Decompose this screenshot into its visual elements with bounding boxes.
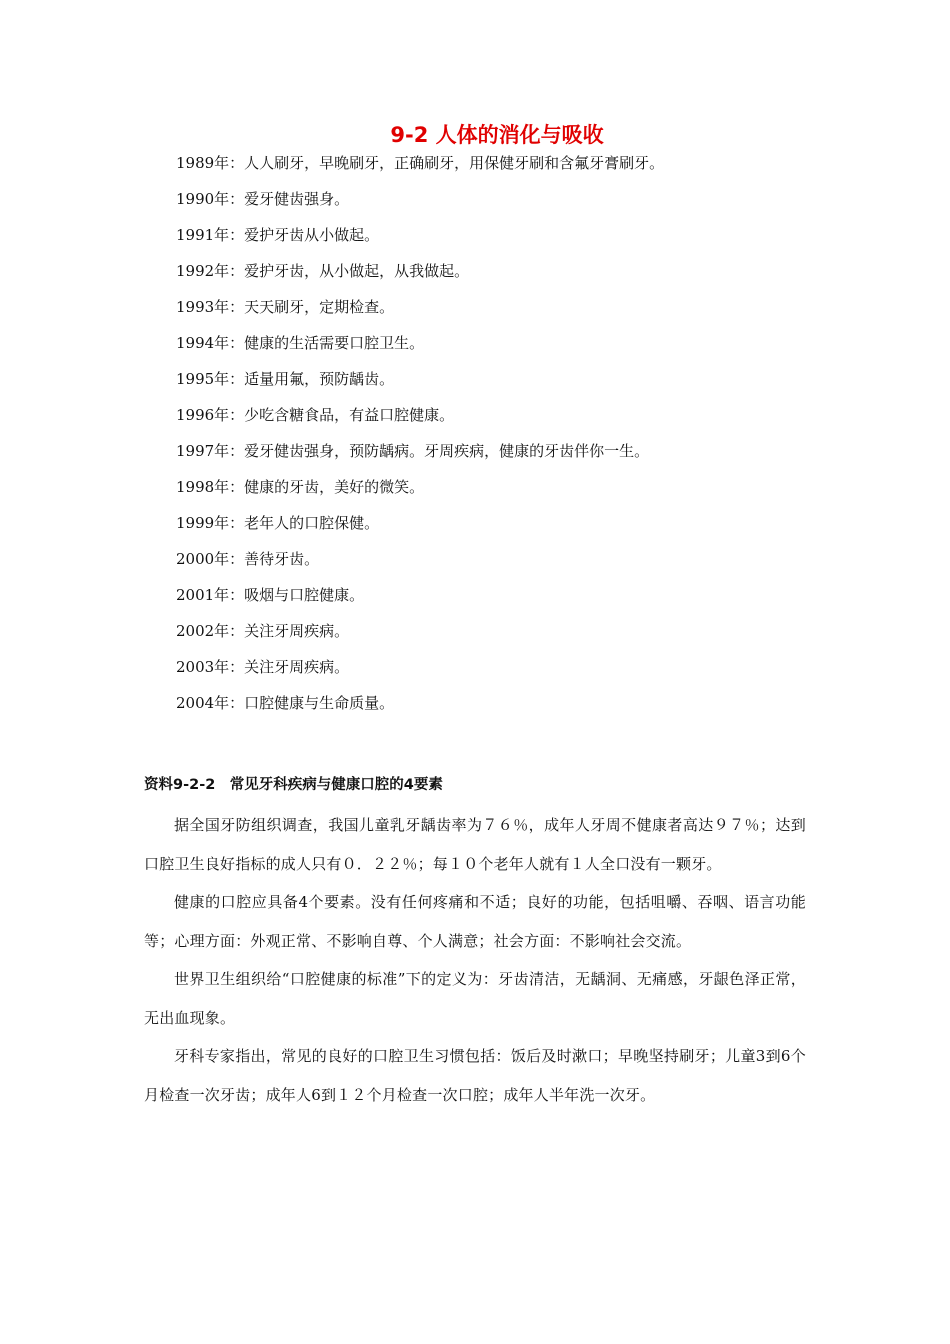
year-entry-1998: 1998年：健康的牙齿，美好的微笑。 — [176, 478, 425, 496]
page-title: 9-2 人体的消化与吸收 — [390, 123, 604, 147]
paragraph-four-elements: 健康的口腔应具备4个要素。没有任何疼痛和不适；良好的功能，包括咀嚼、吞咽、语言功能等；心理方面：外观正常、不影响自尊、个人满意；社会方面：不影响社会交流。 — [144, 893, 806, 950]
year-entry-2002: 2002年：关注牙周疾病。 — [176, 622, 350, 640]
year-entry-1994: 1994年：健康的生活需要口腔卫生。 — [176, 334, 425, 352]
year-entry-2004: 2004年：口腔健康与生命质量。 — [176, 694, 395, 712]
section-heading: 资料9-2-2 常见牙科疾病与健康口腔的4要素 — [144, 777, 443, 793]
year-entry-1997: 1997年：爱牙健齿强身，预防龋病。牙周疾病，健康的牙齿伴你一生。 — [176, 442, 650, 460]
year-entry-2001: 2001年：吸烟与口腔健康。 — [176, 586, 365, 604]
year-entry-1999: 1999年：老年人的口腔保健。 — [176, 514, 380, 532]
year-entry-1989: 1989年：人人刷牙，早晚刷牙，正确刷牙，用保健牙刷和含氟牙膏刷牙。 — [176, 154, 665, 172]
paragraph-hygiene-habits: 牙科专家指出，常见的良好的口腔卫生习惯包括：饭后及时漱口；早晚坚持刷牙；儿童3到6个月检查一次牙齿；成年人6到１２个月检查一次口腔；成年人半年洗一次牙。 — [144, 1047, 806, 1104]
year-entry-1992: 1992年：爱护牙齿，从小做起，从我做起。 — [176, 262, 470, 280]
year-entry-1993: 1993年：天天刷牙，定期检查。 — [176, 298, 395, 316]
paragraph-who-standard: 世界卫生组织给“口腔健康的标准”下的定义为：牙齿清洁，无龋洞、无痛感，牙龈色泽正常，无出血现象。 — [144, 970, 806, 1027]
year-entry-1995: 1995年：适量用氟，预防龋齿。 — [176, 370, 395, 388]
year-entry-2000: 2000年：善待牙齿。 — [176, 550, 320, 568]
year-entry-1996: 1996年：少吃含糖食品，有益口腔健康。 — [176, 406, 455, 424]
year-theme-list — [176, 148, 876, 724]
year-entry-1990: 1990年：爱牙健齿强身。 — [176, 190, 350, 208]
year-entry-2003: 2003年：关注牙周疾病。 — [176, 658, 350, 676]
year-entry-1991: 1991年：爱护牙齿从小做起。 — [176, 226, 380, 244]
section-body — [144, 806, 806, 1114]
paragraph-survey: 据全国牙防组织调查，我国儿童乳牙龋齿率为７６％，成年人牙周不健康者高达９７％；达到口腔卫生良好指标的成人只有０．２２％；每１０个老年人就有１人全口没有一颗牙。 — [144, 816, 806, 873]
